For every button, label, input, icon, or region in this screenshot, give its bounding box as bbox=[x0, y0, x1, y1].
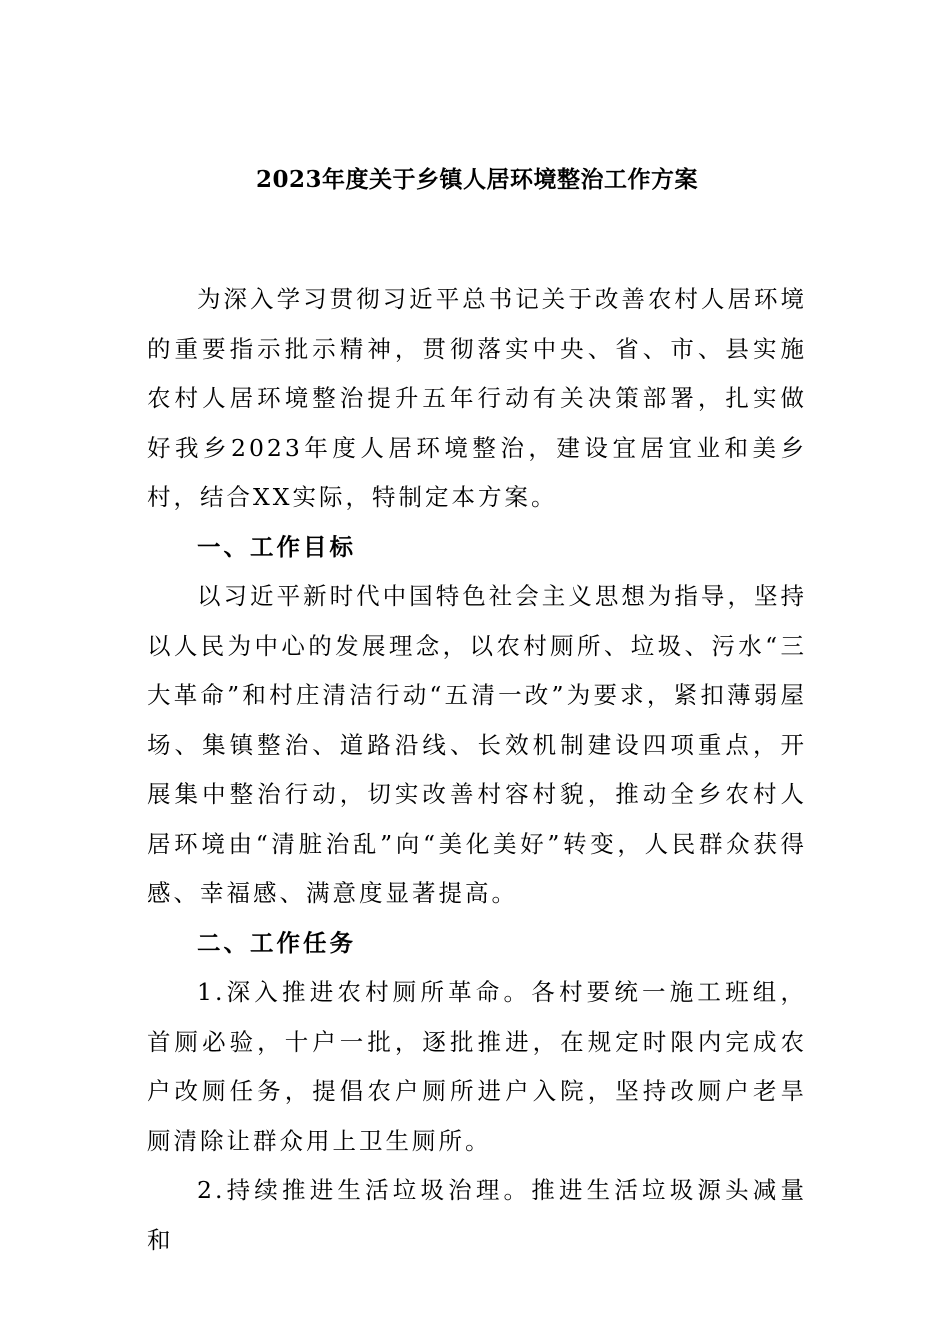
goals-paragraph: 以习近平新时代中国特色社会主义思想为指导，坚持以人民为中心的发展理念，以农村厕所、垃圾、污水“三大革命”和村庄清洁行动“五清一改”为要求，紧扣薄弱屋场、集镇整治、道路沿线、长效机制建设四项重点，开展集中整治行动，切实改善村容村貌，推动全乡农村人居环境由“清脏治乱”向“美化美好”转变，人民群众获得感、幸福感、满意度显著提高。 bbox=[147, 582, 807, 907]
intro-paragraph: 为深入学习贯彻习近平总书记关于改善农村人居环境的重要指示批示精神，贯彻落实中央、省、市、县实施农村人居环境整治提升五年行动有关决策部署，扎实做好我乡2023年度人居环境整治，建设宜居宜业和美乡村，结合XX实际，特制定本方案。 bbox=[147, 285, 807, 511]
task-paragraph-garbage: 2.持续推进生活垃圾治理。推进生活垃圾源头减量和 bbox=[147, 1176, 807, 1254]
section-heading-goals: 一、工作目标 bbox=[197, 532, 356, 561]
document-title: 2023年度关于乡镇人居环境整治工作方案 bbox=[255, 166, 698, 193]
document-body bbox=[147, 275, 807, 1265]
task-paragraph-toilet: 1.深入推进农村厕所革命。各村要统一施工班组，首厕必验，十户一批，逐批推进，在规定时限内完成农户改厕任务，提倡农户厕所进户入院，坚持改厕户老旱厕清除让群众用上卫生厕所。 bbox=[147, 978, 807, 1155]
section-heading-tasks: 二、工作任务 bbox=[197, 928, 356, 957]
